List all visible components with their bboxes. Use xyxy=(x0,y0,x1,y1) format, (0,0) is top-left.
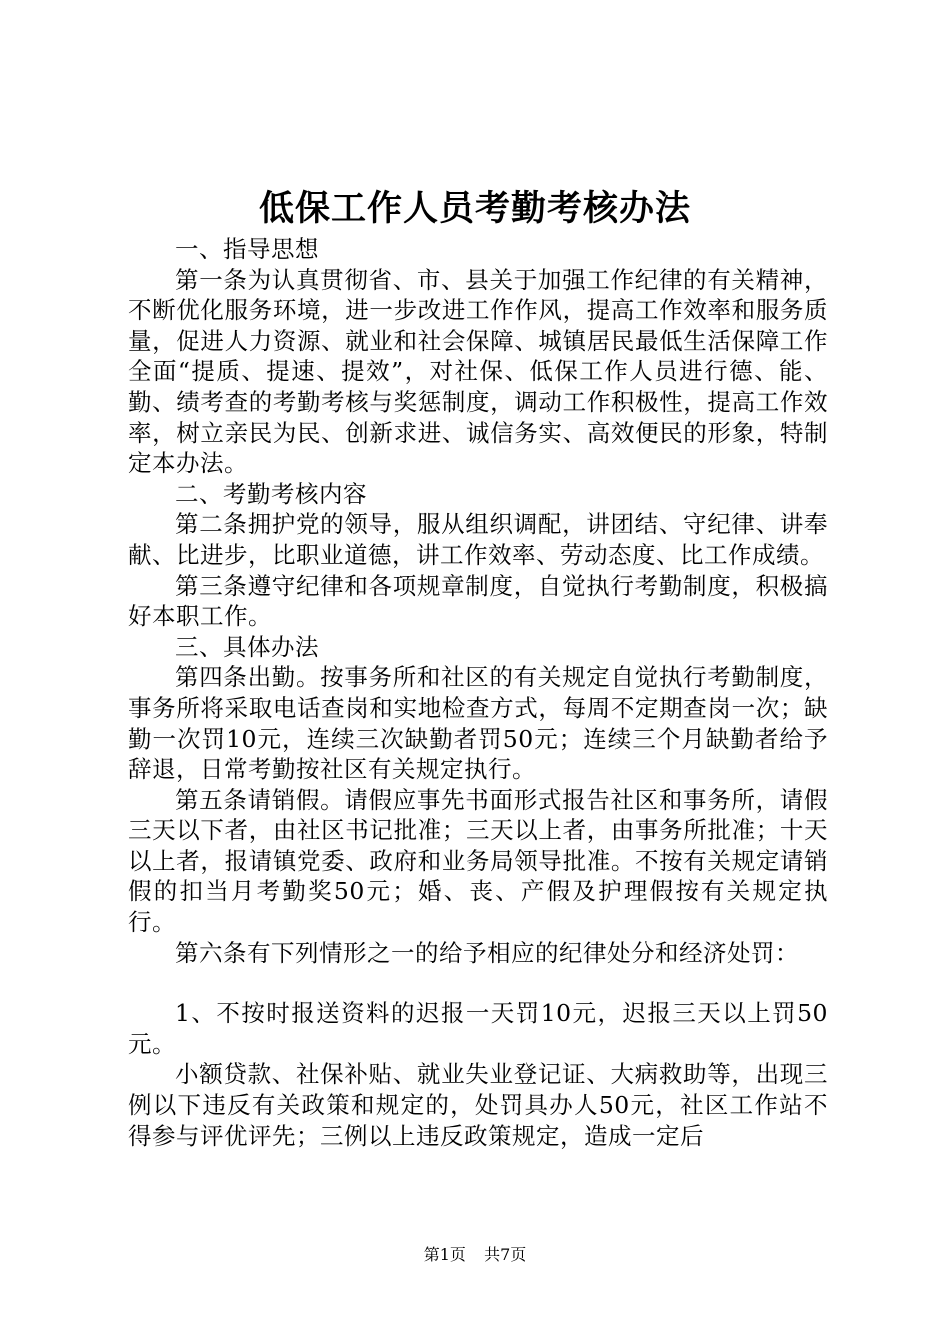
page-footer xyxy=(0,1244,950,1266)
section-heading: 一、指导思想 xyxy=(175,235,319,263)
article-paragraph: 第二条拥护党的领导，服从组织调配，讲团结、守纪律、讲奉献、比进步，比职业道德，讲工作效率、劳动态度、比工作成绩。 xyxy=(128,510,828,569)
article-paragraph: 第六条有下列情形之一的给予相应的纪律处分和经济处罚： xyxy=(175,938,799,967)
document-body xyxy=(128,234,828,1151)
article-paragraph: 第一条为认真贯彻省、市、县关于加强工作纪律的有关精神，不断优化服务环境，进一步改进工作作风，提高工作效率和服务质量，促进人力资源、就业和社会保障、城镇居民最低生活保障工作全面“提质、提速、提效”，对社保、低保工作人员进行德、能、勤、绩考查的考勤考核与奖惩制度，调动工作积极性，提高工作效率，树立亲民为民、创新求进、诚信务实、高效便民的形象，特制定本办法。 xyxy=(128,265,828,478)
section-heading: 二、考勤考核内容 xyxy=(175,479,367,508)
document-title: 低保工作人员考勤考核办法 xyxy=(258,188,691,229)
article-paragraph: 小额贷款、社保补贴、就业失业登记证、大病救助等，出现三例以下违反有关政策和规定的，处罚具办人50元，社区工作站不得参与评优评先；三例以上违反政策规定，造成一定后 xyxy=(128,1060,828,1150)
article-paragraph: 第三条遵守纪律和各项规章制度，自觉执行考勤制度，积极搞好本职工作。 xyxy=(128,571,828,631)
page-total: 共7页 xyxy=(484,1245,527,1264)
list-item: 1、不按时报送资料的迟报一天罚10元，迟报三天以上罚50元。 xyxy=(128,999,828,1058)
section-heading: 三、具体办法 xyxy=(175,632,319,661)
article-paragraph: 第五条请销假。请假应事先书面形式报告社区和事务所，请假三天以下者，由社区书记批准；三天以上者，由事务所批准；十天以上者，报请镇党委、政府和业务局领导批准。不按有关规定请销假的扣当月考勤奖50元；婚、丧、产假及护理假按有关规定执行。 xyxy=(128,785,828,937)
article-paragraph: 第四条出勤。按事务所和社区的有关规定自觉执行考勤制度，事务所将采取电话查岗和实地检查方式，每周不定期查岗一次；缺勤一次罚10元，连续三次缺勤者罚50元；连续三个月缺勤者给予辞退，日常考勤按社区有关规定执行。 xyxy=(128,663,828,784)
page-number: 第1页 xyxy=(423,1245,466,1264)
